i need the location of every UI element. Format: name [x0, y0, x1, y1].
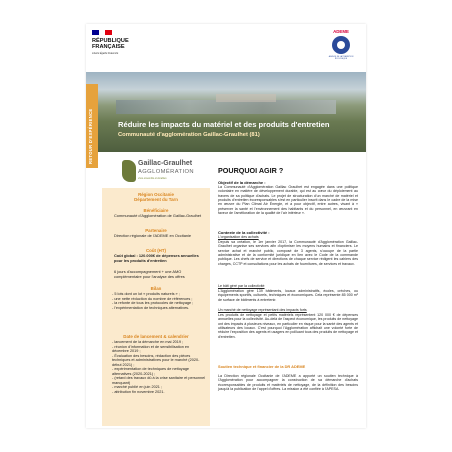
bilan-list	[112, 292, 206, 310]
republique-francaise-logo	[92, 30, 152, 55]
soutien-heading: Soutien technique et financier de la DR ADEME	[218, 364, 306, 369]
section-title: POURQUOI AGIR ?	[218, 166, 284, 175]
organisation-subheading: L'organisation des achats	[218, 235, 259, 239]
list-item: - la refonte de tous les protocoles de nettoyage ;	[112, 301, 194, 305]
river-landscape	[116, 100, 336, 114]
bilan-heading: Bilan	[150, 286, 162, 291]
cout-text: Coût global : 120.000€ de dépenses annuelles pour les produits d'entretien	[114, 253, 199, 263]
list-item: - réunion d'information et de sensibilisation en décembre 2019 ;	[112, 344, 190, 353]
region	[102, 192, 210, 203]
fact-sheet-page	[86, 24, 366, 428]
category-tab	[86, 84, 98, 168]
list-item: - attribution fin novembre 2021.	[112, 389, 165, 394]
organisation-paragraph: Depuis sa création, le 1er janvier 2017, la Communauté d'Agglomération Gaillac-Graulhet organise ses services afin d'optimiser les moyens humains et financiers. Le service achat et marché public, composé de 3 agents, s'occupe de la partie administrative et de la conformité juridique en lien avec le Code de la commande publique. Les chefs de service et directions de chaque service rédigent les cahiers des charges, CCTP et consultations pour les achats de fournitures, de services et travaux.	[218, 240, 358, 266]
list-item: - 5 lots dont un lot « produits naturels » ;	[112, 292, 180, 296]
partenaire-text: Direction régionale de l'ADEME en Occitanie	[114, 233, 192, 238]
sidebar	[102, 158, 210, 426]
main-content	[218, 158, 358, 428]
beneficiaire-heading: Bénéficiaire	[143, 208, 169, 213]
page-title: Réduire les impacts du matériel et des produits d'entretien	[118, 120, 330, 129]
cout-heading: Coût (HT)	[146, 248, 166, 253]
bati-subheading: Le bâti géré par la collectivité	[218, 284, 265, 288]
dates-heading: Date de lancement & calendrier	[123, 334, 189, 339]
ademe-subtitle: AGENCE DE LA TRANSITION ÉCOLOGIQUE	[328, 56, 354, 61]
logo-name: Gaillac-Graulhet	[138, 160, 193, 167]
ademe-logo	[326, 29, 356, 65]
soutien-paragraph: La Direction régionale Occitanie de l'ADEME a apporté un soutien technique à l'Agglomération pour accompagner la construction de sa démarche d'achats écoresponsables de produits et matériels de nettoyage, de la définition des besoins jusqu'à la publication de l'appel d'offres. La mission a été confiée à l'APESA.	[218, 374, 358, 392]
gaillac-graulhet-logo	[122, 158, 194, 186]
beneficiaire-text: Communauté d'Agglomération de Gaillac-Graulhet	[114, 213, 202, 218]
departement-name: Département du Tarn	[134, 197, 178, 203]
marche-paragraph: Les produits de nettoyage et petits matériels représentent 120 000 € de dépenses annuelles pour la collectivité. Au-delà de l'aspect économique, les produits de nettoyage ont des impacts à plusieurs niveaux, en particulier en risque pour la santé des agents et utilisateurs des locaux. C'est pourquoi l'Agglomération affichait une volonté forte de réduire l'exposition des agents et usagers en pollluant tous des produits de nettoyage et d'entretien.	[218, 313, 358, 339]
hero-banner	[86, 72, 366, 152]
partenaire-heading: Partenaire	[145, 228, 167, 233]
bati-paragraph: L'Agglomération gère 139 bâtiments, locaux administratifs, écoles, crèches, ou équipements sportifs, culturels, techniques et économiques. Cela représente 85 000 m² de surface de bâtiments à entretenir.	[218, 289, 358, 302]
category-tab-label: RETOUR D'EXPÉRIENCE	[88, 108, 93, 164]
ademe-label: ADEME	[333, 29, 349, 34]
list-item: - marché publié en juin 2021 ;	[112, 385, 163, 389]
french-flag-icon	[92, 30, 112, 35]
marche-subheading: Un marché de nettoyage représentant des impacts forts	[218, 308, 307, 312]
info-panel	[102, 188, 210, 426]
page-subtitle: Communauté d'agglomération Gaillac-Graulhet (81)	[118, 132, 260, 138]
region-name: Région Occitanie	[138, 192, 174, 197]
list-item: - (retard des travaux dû à la crise sanitaire et personnel manquant)	[112, 376, 206, 385]
logo-agglomeration: AGGLOMÉRATION	[138, 169, 194, 175]
objectif-heading: Objectif de la démarche :	[218, 180, 266, 185]
list-item: - Évaluation des besoins, rédaction des pièces techniques et administratives pour le marché (2020-début 2021) ;	[112, 353, 200, 367]
republic-motto: Liberté Égalité Fraternité	[92, 52, 119, 56]
objectif-paragraph: La Communauté d'Agglomération Gaillac Graulhet est engagée dans une politique volontaire en matière de développement durable, qui est au cœur du déploiement au travers de sa politique d'achats. Le projet de structuration d'un marché de matériel et produits d'entretien écoresponsables s'est en particulier inscrit dans le cadre de la mise en œuvre du Plan Climat Air Énergie, et a pour objectif, entre autres, visant à « préserver la santé et l'environnement des habitants et du personnel, en œuvrant en faveur de l'amélioration de la qualité de l'air intérieur ».	[218, 185, 358, 216]
contexte-heading: Contexte de la collectivité :	[218, 230, 270, 235]
ademe-emblem-icon	[332, 36, 350, 54]
leaf-icon	[122, 160, 136, 182]
list-item: - une nette réduction du nombre de références ;	[112, 296, 193, 301]
list-item: - lancement de la démarche en mai 2019 ;	[112, 340, 184, 344]
dates-list	[112, 340, 206, 394]
republic-title: RÉPUBLIQUE FRANÇAISE	[92, 38, 129, 51]
accompagnement-text: 6 jours d'accompagnement + une AMO complémentaire pour l'analyse des offres	[114, 269, 185, 279]
list-item: - l'expérimentation de techniques alternatives.	[112, 305, 190, 310]
town-landscape	[216, 94, 276, 102]
list-item: - expérimentation de techniques de nettoyage alternatives (2020-2021) ;	[112, 367, 190, 376]
logo-tagline: vivre ensemble et durables	[138, 177, 167, 180]
